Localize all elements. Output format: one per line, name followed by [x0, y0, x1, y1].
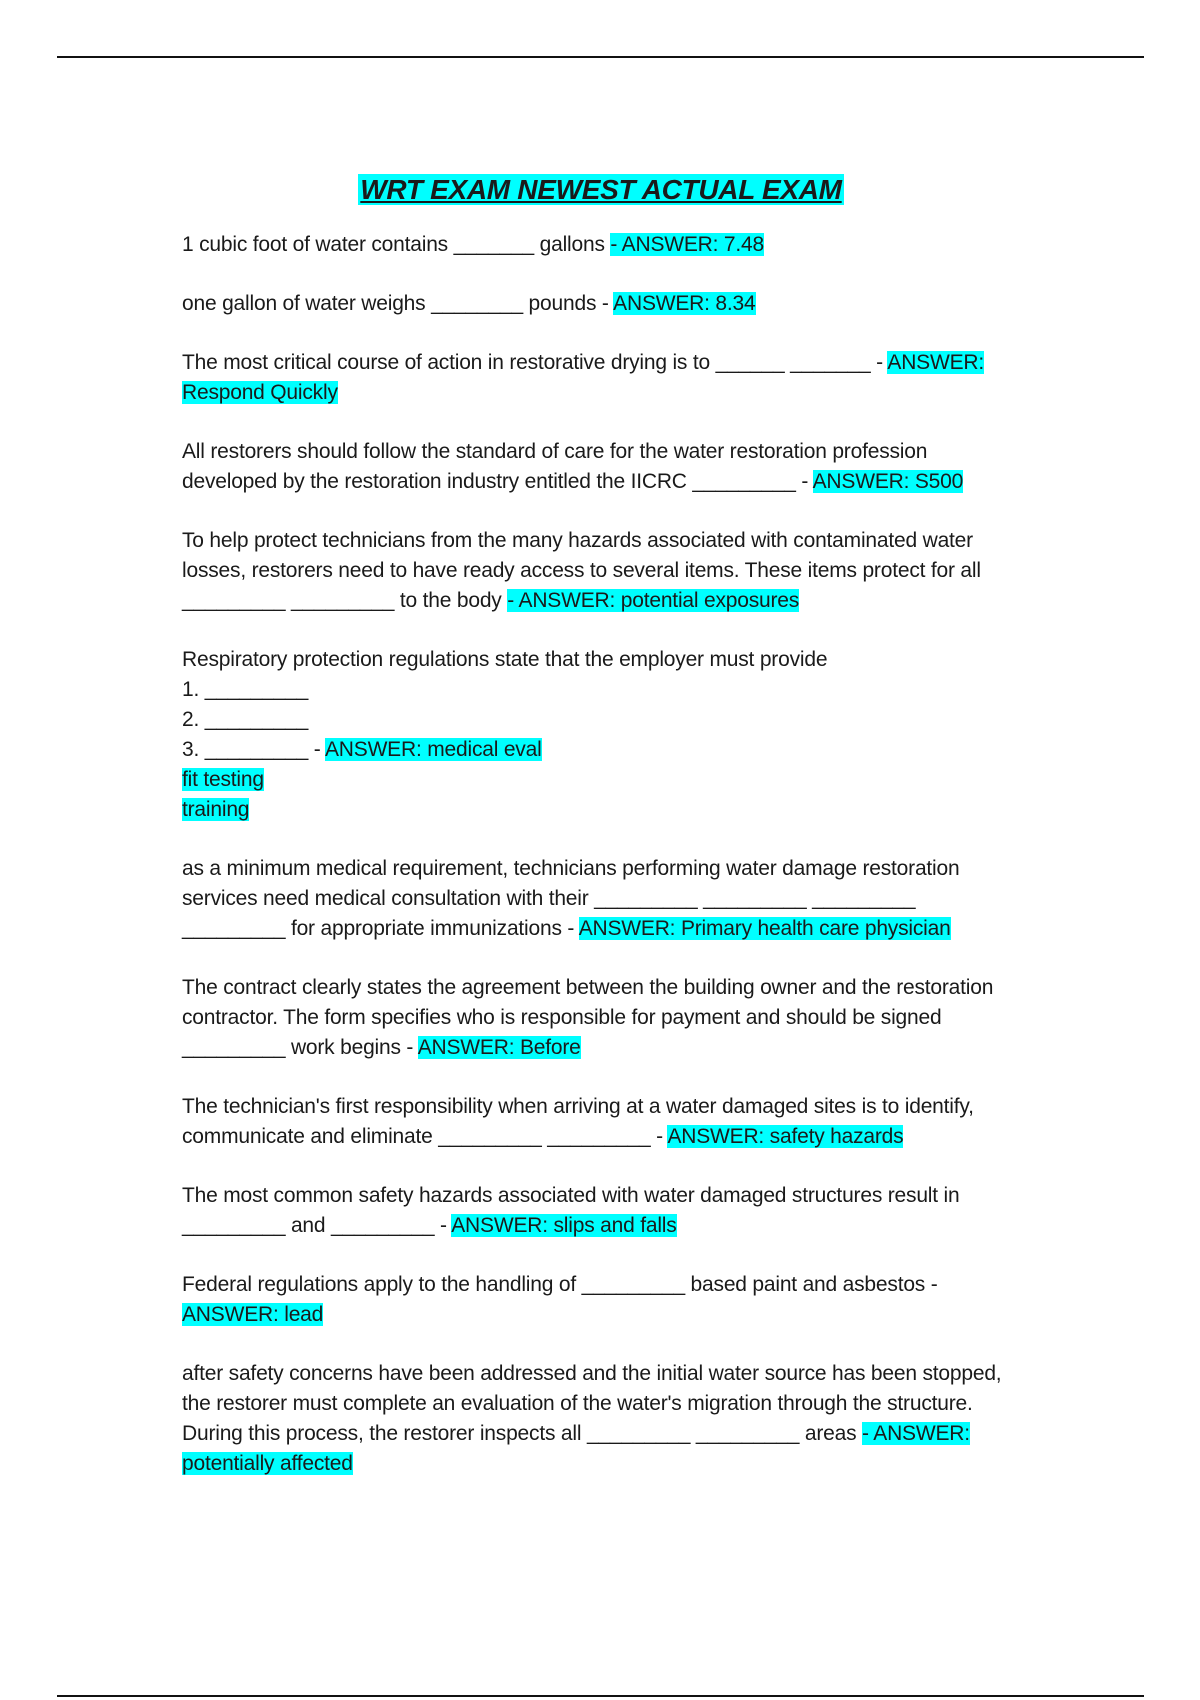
question-text: after safety concerns have been addressed and the initial water source has been stopped, the restorer must complete an evaluation of the water's migration through the structure. During this process, the restorer inspects all _________ _________ areas [182, 1362, 1002, 1445]
question-text: The most critical course of action in restorative drying is to ______ _______ - [182, 351, 883, 374]
question-line: 3. _________ - [182, 738, 321, 761]
qa-item [182, 348, 1020, 408]
question-text: All restorers should follow the standard of care for the water restoration profession developed by the restoration industry entitled the IICRC _________ - [182, 440, 928, 493]
question-line: Respiratory protection regulations state that the employer must provide [182, 648, 828, 671]
answer-text: ANSWER: safety hazards [667, 1125, 904, 1148]
page-title: WRT EXAM NEWEST ACTUAL EXAM [360, 174, 842, 205]
answer-line: fit testing [182, 768, 264, 791]
qa-item [182, 854, 1020, 944]
qa-item [182, 645, 1020, 825]
answer-text: - ANSWER: potential exposures [507, 589, 800, 612]
qa-item [182, 289, 1020, 319]
qa-item [182, 437, 1020, 497]
question-text: 1 cubic foot of water contains _______ gallons [182, 233, 605, 256]
answer-text: - ANSWER: 7.48 [610, 233, 764, 256]
question-text: The contract clearly states the agreement between the building owner and the restoration contractor. The form specifies who is responsible for payment and should be signed _________ work begins - [182, 976, 994, 1059]
question-line: 1. _________ [182, 678, 309, 701]
question-text: one gallon of water weighs ________ pounds - [182, 292, 609, 315]
answer-text: ANSWER: S500 [812, 470, 964, 493]
question-text: as a minimum medical requirement, technicians performing water damage restoration services need medical consultation with their _________ _________ _________ _________ for appropriate immunizations - [182, 857, 960, 940]
qa-item [182, 1359, 1020, 1479]
answer-text: - ANSWER: potentially affected [182, 1422, 970, 1475]
qa-item [182, 230, 1020, 260]
question-line: 2. _________ [182, 708, 309, 731]
answer-line: training [182, 798, 250, 821]
question-text: Federal regulations apply to the handling of _________ based paint and asbestos - [182, 1273, 938, 1296]
question-text: The technician's first responsibility when arriving at a water damaged sites is to identify, communicate and eliminate _________ _________ - [182, 1095, 974, 1148]
question-text: To help protect technicians from the many hazards associated with contaminated water losses, restorers need to have ready access to several items. These items protect for all _________ _________ to the body [182, 529, 981, 612]
qa-item [182, 1181, 1020, 1241]
qa-item [182, 973, 1020, 1063]
document-body [182, 170, 1020, 1508]
qa-item [182, 526, 1020, 616]
bottom-rule [57, 1695, 1144, 1697]
answer-line: ANSWER: medical eval [324, 738, 542, 761]
answer-text: ANSWER: lead [182, 1303, 324, 1326]
answer-text: ANSWER: Primary health care physician [578, 917, 951, 940]
answer-text: ANSWER: slips and falls [451, 1214, 677, 1237]
qa-item [182, 1270, 1020, 1330]
answer-text: ANSWER: Respond Quickly [182, 351, 985, 404]
title-line [182, 170, 1020, 210]
qa-item [182, 1092, 1020, 1152]
question-text: The most common safety hazards associated with water damaged structures result in _________ and _________ - [182, 1184, 960, 1237]
top-rule [57, 56, 1144, 58]
answer-text: ANSWER: 8.34 [613, 292, 756, 315]
answer-text: ANSWER: Before [417, 1036, 581, 1059]
